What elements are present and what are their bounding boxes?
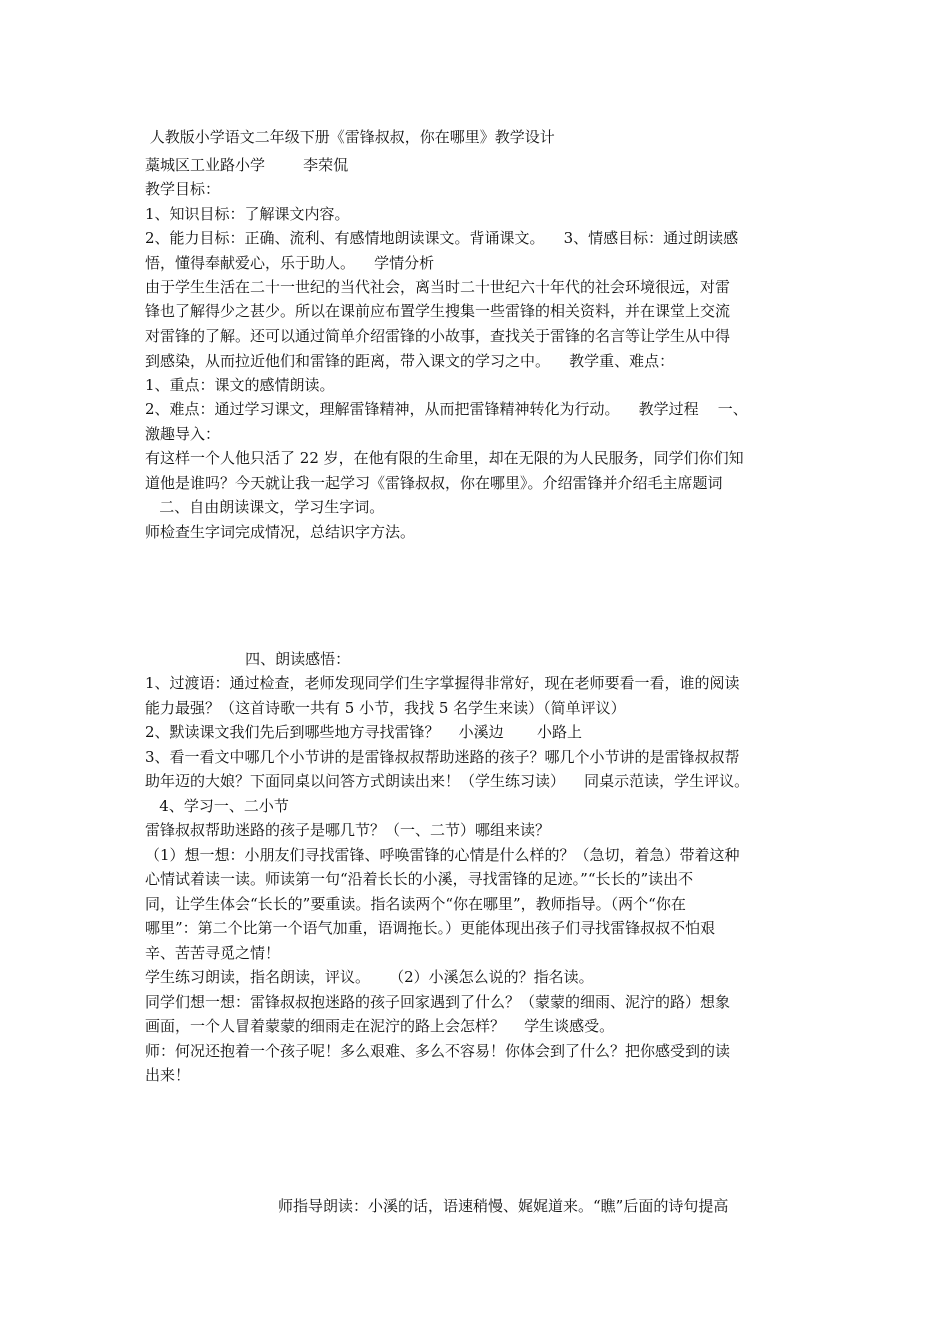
text-line: 到感染，从而拉近他们和雷锋的距离，带入课文的学习之中。 教学重、难点：: [145, 352, 675, 370]
text-line: 2、能力目标：正确、流利、有感情地朗读课文。背诵课文。 3、情感目标：通过朗读感: [145, 229, 739, 247]
text-line: 师指导朗读：小溪的话，语速稍慢、娓娓道来。“瞧”后面的诗句提高: [278, 1197, 729, 1215]
text-line: 4、学习一、二小节: [145, 797, 289, 815]
author-line: 藁城区工业路小学 李荣侃: [145, 156, 349, 174]
doc-title: 人教版小学语文二年级下册《雷锋叔叔，你在哪里》教学设计: [145, 128, 555, 146]
text-line: 学生练习朗读，指名朗读，评议。 （2）小溪怎么说的？指名读。: [145, 968, 594, 986]
text-line: 心情试着读一读。师读第一句“沿着长长的小溪，寻找雷锋的足迹。”“长长的”读出不: [145, 870, 694, 888]
text-line: 助年迈的大娘？下面同桌以问答方式朗读出来！（学生练习读） 同桌示范读，学生评议。: [145, 772, 750, 790]
text-line: 出来！: [145, 1066, 191, 1084]
text-line: 2、默读课文我们先后到哪些地方寻找雷锋？ 小溪边 小路上: [145, 723, 582, 741]
text-line: 2、难点：通过学习课文，理解雷锋精神，从而把雷锋精神转化为行动。 教学过程 一、: [145, 400, 748, 418]
text-line: 有这样一个人他只活了 22 岁，在他有限的生命里，却在无限的为人民服务，同学们你们知: [145, 449, 744, 467]
text-line: 1、过渡语：通过检查，老师发现同学们生字掌握得非常好，现在老师要看一看，谁的阅读: [145, 674, 740, 692]
text-line: 对雷锋的了解。还可以通过简单介绍雷锋的小故事，查找关于雷锋的名言等让学生从中得: [145, 327, 731, 345]
text-line: 同学们想一想：雷锋叔叔抱迷路的孩子回家遇到了什么？（蒙蒙的细雨、泥泞的路）想象: [145, 993, 731, 1011]
text-line: 由于学生生活在二十一世纪的当代社会，离当时二十世纪六十年代的社会环境很远，对雷: [145, 278, 731, 296]
text-line: 雷锋叔叔帮助迷路的孩子是哪几节？（一、二节）哪组来读？: [145, 821, 551, 839]
text-line: 1、知识目标：了解课文内容。: [145, 205, 350, 223]
section-heading: 四、朗读感悟：: [145, 650, 351, 668]
text-line: 能力最强？（这首诗歌一共有 5 小节，我找 5 名学生来读）（简单评议）: [145, 699, 626, 717]
text-line: 同，让学生体会“长长的”要重读。指名读两个“你在哪里”，教师指导。（两个“你在: [145, 895, 686, 913]
text-line: （1）想一想：小朋友们寻找雷锋、呼唤雷锋的心情是什么样的？（急切，着急）带着这种: [145, 846, 740, 864]
text-line: 1、重点：课文的感情朗读。: [145, 376, 335, 394]
text-line: 锋也了解得少之甚少。所以在课前应布置学生搜集一些雷锋的相关资料，并在课堂上交流: [145, 302, 731, 320]
text-line: 二、自由朗读课文，学习生字词。: [145, 498, 385, 516]
text-line: 哪里”：第二个比第一个语气加重，语调拖长。）更能体现出孩子们寻找雷锋叔叔不怕艰: [145, 919, 716, 937]
section-heading: 教学目标：: [145, 180, 221, 198]
text-line: 激趣导入：: [145, 425, 221, 443]
text-line: 辛、苦苦寻觅之情！: [145, 944, 281, 962]
text-line: 师检查生字词完成情况，总结识字方法。: [145, 523, 416, 541]
text-line: 悟，懂得奉献爱心，乐于助人。 学情分析: [145, 254, 435, 272]
text-line: 师：何况还抱着一个孩子呢！多么艰难、多么不容易！你体会到了什么？把你感受到的读: [145, 1042, 731, 1060]
text-line: 道他是谁吗？今天就让我一起学习《雷锋叔叔，你在哪里》。介绍雷锋并介绍毛主席题词: [145, 474, 723, 492]
text-line: 3、看一看文中哪几个小节讲的是雷锋叔叔帮助迷路的孩子？哪几个小节讲的是雷锋叔叔帮: [145, 748, 740, 766]
text-line: 画面，一个人冒着蒙蒙的细雨走在泥泞的路上会怎样？ 学生谈感受。: [145, 1017, 615, 1035]
